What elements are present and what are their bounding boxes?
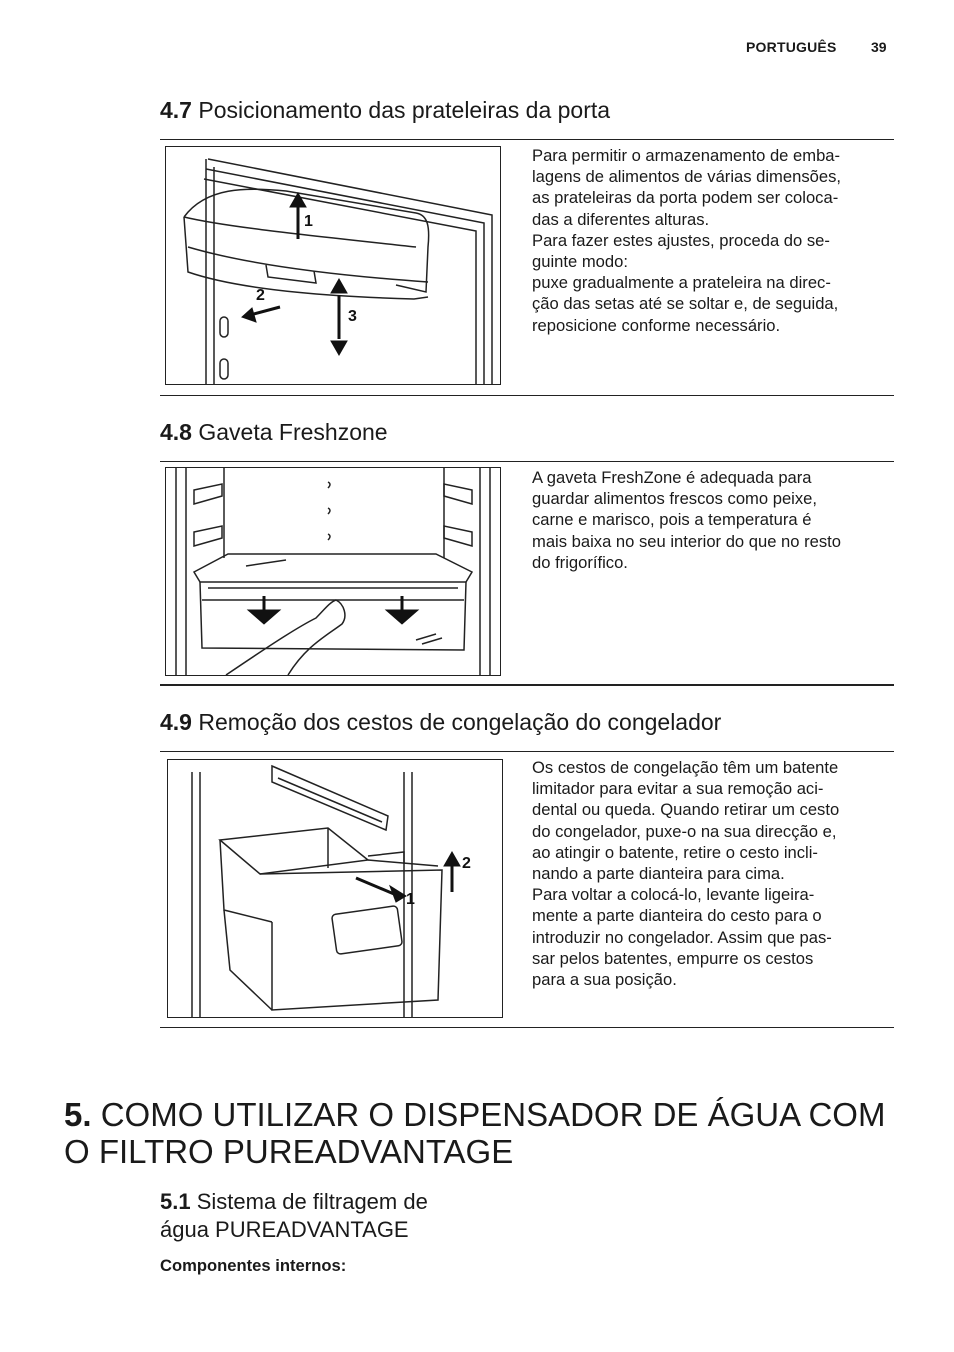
chapter-title-text: COMO UTILIZAR O DISPENSADOR DE ÁGUA COM O FILTRO PUREADVANTAGE xyxy=(64,1096,886,1170)
divider xyxy=(160,461,894,462)
section-4-8-text: A gaveta FreshZone é adequada para guardar alimentos frescos como peixe, carne e marisco, pois a temperatura é mais baixa no seu interior do que no resto do frigorífico. xyxy=(532,468,842,572)
door-shelf-illustration xyxy=(165,146,501,385)
section-number: 4.8 xyxy=(160,419,192,445)
section-title-text: Remoção dos cestos de congelação do congelador xyxy=(198,709,722,735)
divider xyxy=(160,395,894,396)
figure-label-3: 3 xyxy=(348,308,357,325)
section-title-text: Posicionamento das prateleiras da porta xyxy=(198,97,611,123)
section-4-7-title xyxy=(160,97,610,124)
header-language: PORTUGUÊS xyxy=(746,39,837,55)
chapter-title xyxy=(64,1096,894,1170)
subsection-title xyxy=(160,1188,480,1244)
section-4-9-title xyxy=(160,709,721,736)
page-number: 39 xyxy=(871,39,887,55)
section-number: 4.9 xyxy=(160,709,192,735)
divider xyxy=(160,684,894,686)
subsection-title-text: Sistema de filtragem de água PUREADVANTAGE xyxy=(160,1189,428,1242)
divider xyxy=(160,139,894,140)
section-4-9-text: Os cestos de congelação têm um batente limitador para evitar a sua remoção aci- dental ou queda. Quando retirar um cesto do congelador, puxe-o na sua direcção e, ao atingir o batente, retire o cesto incli- nando a parte dianteira para cima. Para voltar a colocá-lo, levante ligeira- mente a parte dianteira do cesto para o introduzir no congelador. Assim que pas- sar pelos batentes, empurre os cestos para a sua posição. xyxy=(532,758,840,990)
components-heading: Componentes internos: xyxy=(160,1256,347,1275)
section-title-text: Gaveta Freshzone xyxy=(198,419,388,445)
subsection-number: 5.1 xyxy=(160,1189,191,1214)
figure-label-1: 1 xyxy=(406,891,415,908)
chapter-number: 5. xyxy=(64,1096,92,1133)
divider xyxy=(160,751,894,752)
freshzone-drawer-illustration xyxy=(165,467,501,676)
section-4-8-title xyxy=(160,419,388,446)
section-4-7-text: Para permitir o armazenamento de emba- lagens de alimentos de várias dimensões, as prateleiras da porta podem ser coloca- das a diferentes alturas. Para fazer estes ajustes, proceda do se- guinte modo: puxe gradualmente a prateleira na direc- ção das setas até se soltar e, de seguida, reposicione conforme necessário. xyxy=(532,146,842,335)
section-number: 4.7 xyxy=(160,97,192,123)
freezer-basket-illustration xyxy=(167,759,503,1018)
figure-label-2: 2 xyxy=(462,855,471,872)
divider xyxy=(160,1027,894,1028)
figure-label-1: 1 xyxy=(304,213,313,230)
figure-label-2: 2 xyxy=(256,287,265,304)
